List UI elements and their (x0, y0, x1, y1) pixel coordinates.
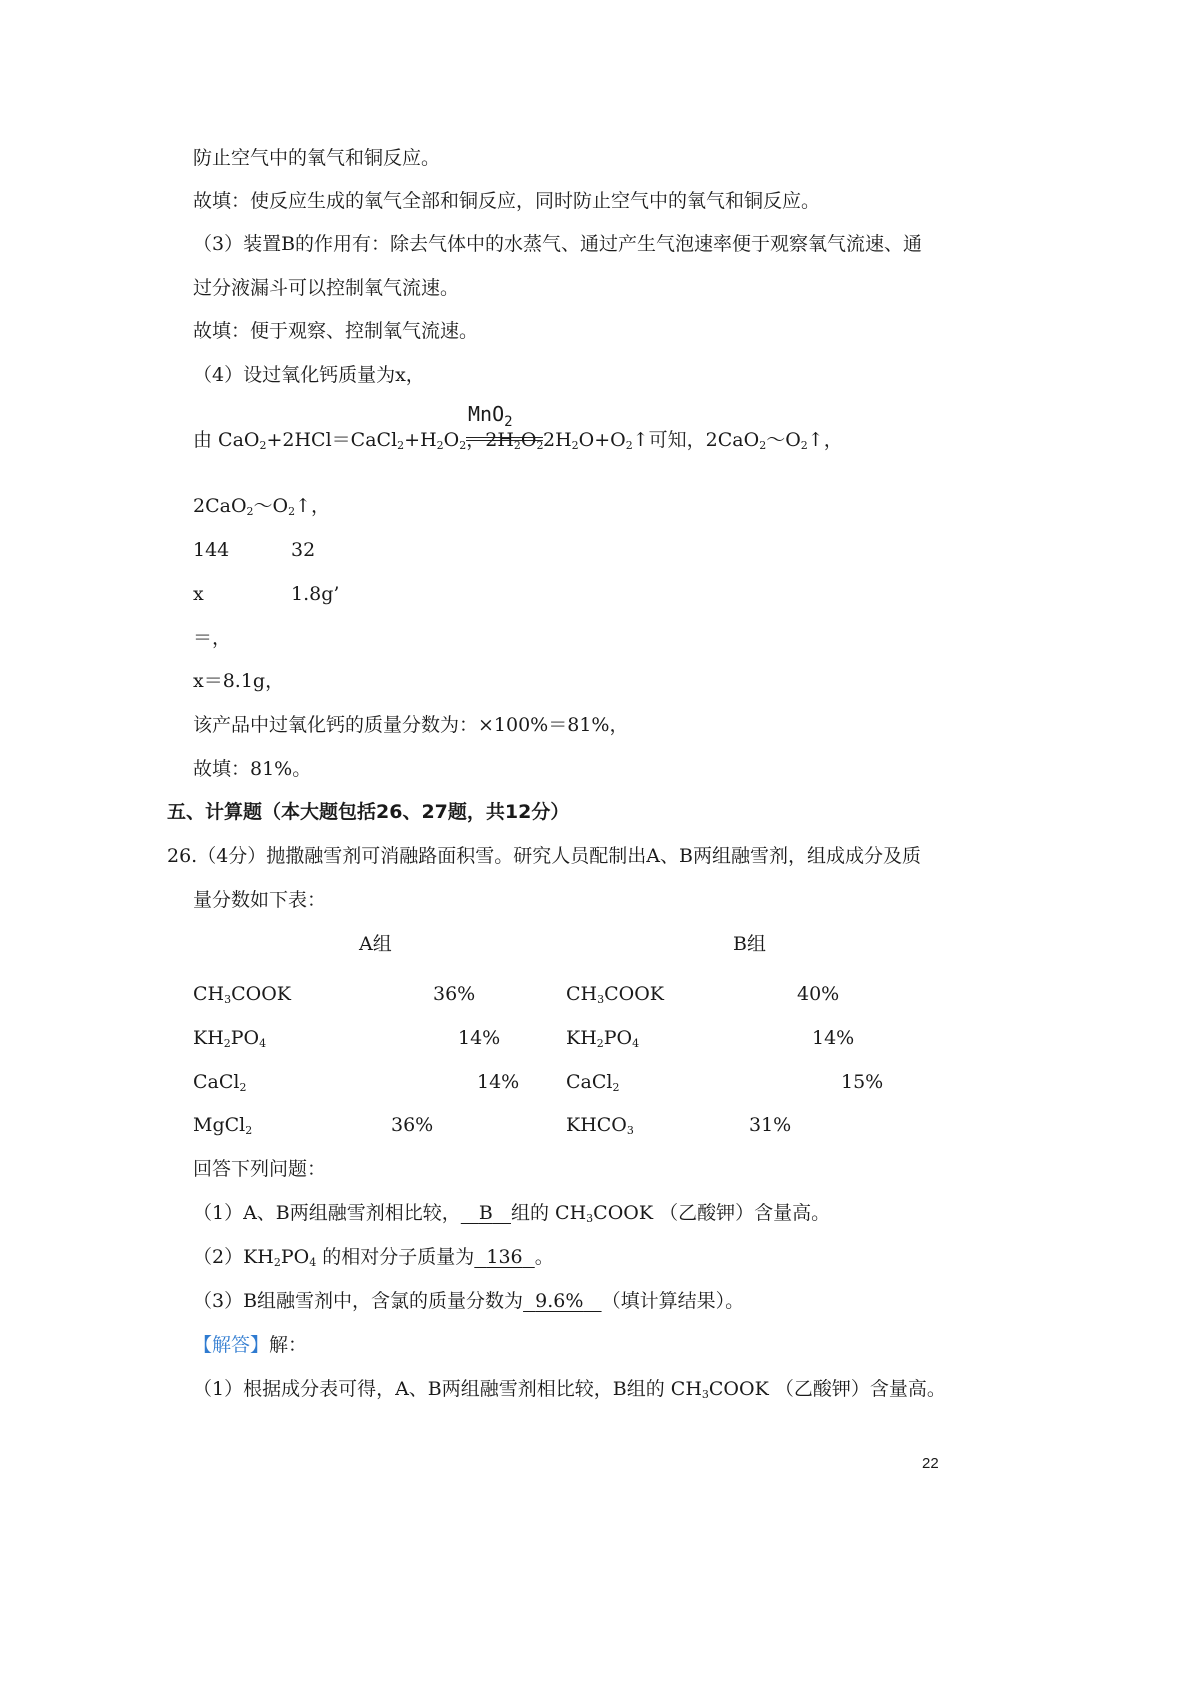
solution-label: 【解答】解： (193, 1334, 308, 1356)
table-cell: 36% (391, 1114, 434, 1136)
answer-blank: 9.6% (535, 1290, 584, 1312)
table-cell: 14% (458, 1027, 501, 1049)
table-header-a: A组 (359, 933, 392, 955)
table-cell: MgCl$_2$ (193, 1114, 253, 1137)
sub-question-2: $(2)KH_2PO_4$ 的相对分子质量为 136 。 (193, 1246, 554, 1269)
calc-molar-2: 32 (291, 539, 316, 561)
table-cell: 14% (812, 1027, 855, 1049)
table-header-b: B组 (733, 933, 766, 955)
calc-molar-1: 144 (193, 539, 230, 561)
table-cell: CaCl$_2$ (193, 1071, 247, 1094)
solution-line: （1）根据成分表可得，A、B两组融雪剂相比较，B组的 $CH_3COOK$ （乙酸钾）含量高。 (193, 1378, 946, 1401)
section-heading: 五、计算题（本大题包括26、27题，共12分） (167, 801, 570, 823)
table-cell: $KH_2PO_4$ (566, 1027, 640, 1050)
table-cell: $KHCO_3$ (566, 1114, 634, 1137)
page-number: 22 (922, 1455, 939, 1472)
calc-var-2: 1.8g’ (291, 583, 340, 605)
sub-question-1: （1）A、B两组融雪剂相比较， B 组的 $CH_3COOK$ （乙酸钾）含量高。 (193, 1202, 831, 1225)
answer-blank: B (478, 1202, 493, 1224)
calc-result: x＝8.1g， (193, 670, 285, 692)
text-line: （3）装置B的作用有：除去气体中的水蒸气、通过产生气泡速率便于观察氧气流速、通 (193, 233, 923, 255)
table-cell: $KH_2PO_4$ (193, 1027, 267, 1050)
calc-relation: $2CaO_2\sim O_2↑$， (193, 495, 331, 518)
sub-question-3: （3）B组融雪剂中，含氯的质量分数为 9.6% （填计算结果）。 (193, 1290, 745, 1312)
text-line: （4）设过氧化钙质量为x， (193, 364, 425, 386)
calc-ratio: ＝， (193, 627, 232, 649)
table-cell: 36% (433, 983, 476, 1005)
question-prompt: 回答下列问题： (193, 1158, 327, 1180)
text-line: 防止空气中的氧气和铜反应。 (193, 147, 441, 169)
question-text: 量分数如下表： (193, 889, 327, 911)
answer-blank: 136 (486, 1246, 523, 1268)
text-line: 过分液漏斗可以控制氧气流速。 (193, 277, 460, 299)
text-line: 故填：使反应生成的氧气全部和铜反应，同时防止空气中的氧气和铜反应。 (193, 190, 821, 212)
jieda-tag: 【解答】 (193, 1334, 270, 1356)
table-cell: CaCl$_2$ (566, 1071, 620, 1094)
table-cell: 40% (797, 983, 840, 1005)
catalyst-label: MnO$_2$ (468, 402, 513, 430)
calc-fraction: 该产品中过氧化钙的质量分数为：×100%＝81%， (193, 714, 629, 736)
table-cell: $CH_3COOK$ (193, 983, 291, 1006)
table-cell: 15% (841, 1071, 884, 1093)
calc-var-1: x (193, 583, 204, 605)
table-cell: 31% (749, 1114, 792, 1136)
reaction-line-products: $2H_2O+O_2↑$可知，$2CaO_2\sim O_2↑$， (543, 429, 843, 452)
calc-answer: 故填：81%。 (193, 758, 312, 780)
reaction-line: 由 $CaO_2+2HCl=CaCl_2+H_2O_2$，$2H_2O_2$ (193, 429, 544, 452)
table-cell: $CH_3COOK$ (566, 983, 664, 1006)
table-cell: 14% (477, 1071, 520, 1093)
text-line: 故填：便于观察、控制氧气流速。 (193, 320, 479, 342)
question-text: 26.（4分）抛撒融雪剂可消融路面积雪。研究人员配制出A、B两组融雪剂，组成成分及质 (167, 845, 921, 867)
